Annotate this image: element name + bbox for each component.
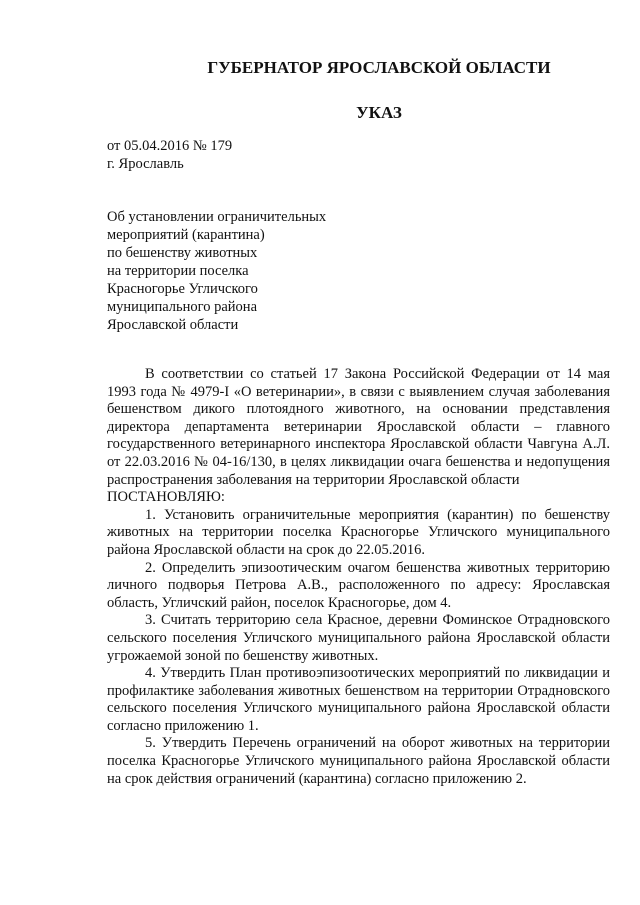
document-meta	[107, 138, 232, 173]
subject-line: мероприятий (карантина)	[107, 227, 265, 243]
issuing-authority-title: ГУБЕРНАТОР ЯРОСЛАВСКОЙ ОБЛАСТИ	[207, 58, 551, 77]
city: г. Ярославль	[107, 155, 184, 172]
subject-line: муниципального района	[107, 299, 257, 315]
decree-word: ПОСТАНОВЛЯЮ:	[107, 489, 225, 506]
subject-line: на территории поселка	[107, 263, 249, 279]
decree-item: 2. Определить эпизоотическим очагом бешенства животных территорию личного подворья Петрова А.В., расположенного по адресу: Ярославская область, Угличский район, поселок Красногорье, дом 4.	[107, 559, 610, 611]
decree-item: 1. Установить ограничительные мероприятия (карантин) по бешенству животных на территории поселка Красногорье Угличского муниципального района Ярославской области на срок до 22.05.2016.	[107, 506, 610, 558]
decree-item: 3. Считать территорию села Красное, деревни Фоминское Отрадновского сельского поселения Угличского муниципального района Ярославской области угрожаемой зоной по бешенству животных.	[107, 612, 610, 664]
date-number: от 05.04.2016 № 179	[107, 138, 233, 154]
decree-item: 4. Утвердить План противоэпизоотических мероприятий по ликвидации и профилактике заболевания животных бешенством на территории Отрадновского сельского поселения Угличского муниципального района Ярославской области согласно приложению 1.	[107, 665, 610, 734]
subject-line: Ярославской области	[107, 317, 239, 333]
document-subject	[107, 208, 326, 334]
subject-line: Красногорье Угличского	[107, 281, 258, 297]
document-type-title: УКАЗ	[356, 103, 402, 122]
subject-line: по бешенству животных	[107, 245, 258, 261]
subject-line: Об установлении ограничительных	[107, 209, 327, 225]
document-body	[107, 366, 610, 788]
preamble-paragraph: В соответствии со статьей 17 Закона Российской Федерации от 14 мая 1993 года № 4979-I «О ветеринарии», в связи с выявлением случая заболевания бешенством дикого плотоядного животного, на основании представления директора департамента ветеринарии Ярославской области – главного государственного ветеринарного инспектора Ярославской области Чавгуна А.Л. от 22.03.2016 № 04-16/130, в целях ликвидации очага бешенства и недопущения распространения заболевания на территории Ярославской области	[107, 366, 610, 488]
decree-item: 5. Утвердить Перечень ограничений на оборот животных на территории поселка Красногорье Угличского муниципального района Ярославской области на срок действия ограничений (карантина) согласно приложению 2.	[107, 735, 610, 787]
